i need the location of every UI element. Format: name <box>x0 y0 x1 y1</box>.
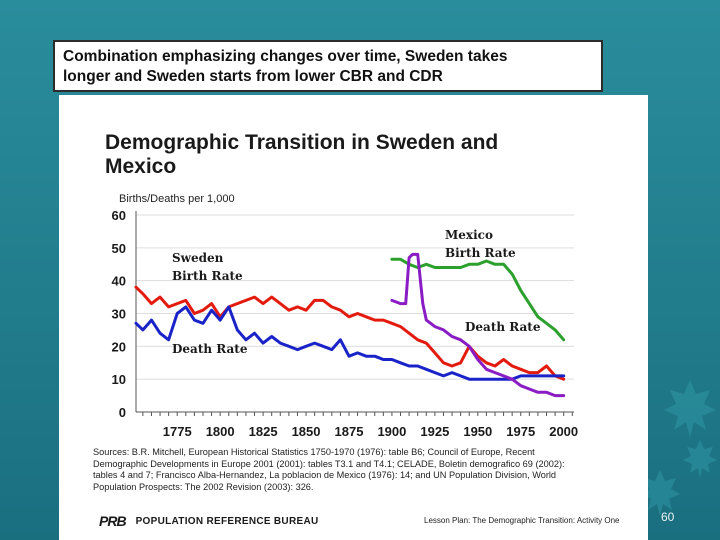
slide-caption <box>53 40 603 92</box>
x-tick-label: 1800 <box>205 424 235 439</box>
y-tick-label: 20 <box>111 339 126 355</box>
sources-line-4: Population Prospects: The 2002 Revision (2003): 326. <box>93 481 314 492</box>
x-tick-label: 2000 <box>549 424 579 439</box>
x-tick-label: 1850 <box>291 424 321 439</box>
annotation-sweden-death: Death Rate <box>172 342 248 356</box>
chart-title-line-2: Mexico <box>105 155 177 178</box>
annotation-sweden-birth-line-2: Birth Rate <box>172 269 243 283</box>
x-tick-label: 1875 <box>334 424 364 439</box>
sources-line-3: tables 4 and 7; Francisco Alba-Hernandez, La poblacion de Mexico (1976): 14; and UN Population Division, World <box>93 470 557 480</box>
y-tick-label: 30 <box>111 306 126 322</box>
x-tick-label: 1775 <box>162 424 192 439</box>
demographic-chart <box>59 95 648 445</box>
caption-line-2: longer and Sweden starts from lower CBR and CDR <box>63 68 443 85</box>
caption-line-1: Combination emphasizing changes over time, Sweden takes <box>63 48 508 65</box>
x-tick-label: 1950 <box>463 424 493 439</box>
lesson-plan-note: Lesson Plan: The Demographic Transition: Activity One <box>424 516 620 525</box>
y-tick-label: 40 <box>111 273 126 289</box>
y-tick-label: 10 <box>111 372 126 388</box>
x-tick-label: 1825 <box>248 424 278 439</box>
annotation-mexico-birth-line-2: Birth Rate <box>445 246 516 260</box>
prb-logo-text: POPULATION REFERENCE BUREAU <box>135 515 319 527</box>
annotation-mexico-birth-line-1: Mexico <box>445 228 493 242</box>
y-tick-label: 50 <box>111 240 126 256</box>
x-tick-label: 1975 <box>506 424 536 439</box>
prb-logo-mark: PRB <box>99 513 126 529</box>
chart-title-line-1: Demographic Transition in Sweden and <box>105 131 499 154</box>
x-tick-label: 1925 <box>420 424 450 439</box>
prb-logo <box>99 513 319 529</box>
y-tick-label: 0 <box>118 405 126 420</box>
sources-line-1: Sources: B.R. Mitchell, European Historical Statistics 1750-1970 (1976): table B6; Council of Europe, Recent <box>93 447 535 457</box>
chart-annotations <box>172 228 541 356</box>
sources-line-2: Demographic Developments in Europe 2001 (2001): tables T3.1 and T4.1; CELADE, Boletin demografico 69 (2002): <box>93 458 565 469</box>
y-axis-label: Births/Deaths per 1,000 <box>119 193 235 205</box>
y-tick-label: 60 <box>111 208 126 223</box>
y-tick-labels <box>112 208 126 420</box>
x-tick-label: 1900 <box>377 424 407 439</box>
annotation-sweden-birth-line-1: Sweden <box>172 251 224 265</box>
sources-note <box>93 447 623 493</box>
x-tick-labels <box>163 424 578 439</box>
annotation-mexico-death: Death Rate <box>465 320 541 334</box>
page-number: 60 <box>661 510 675 524</box>
